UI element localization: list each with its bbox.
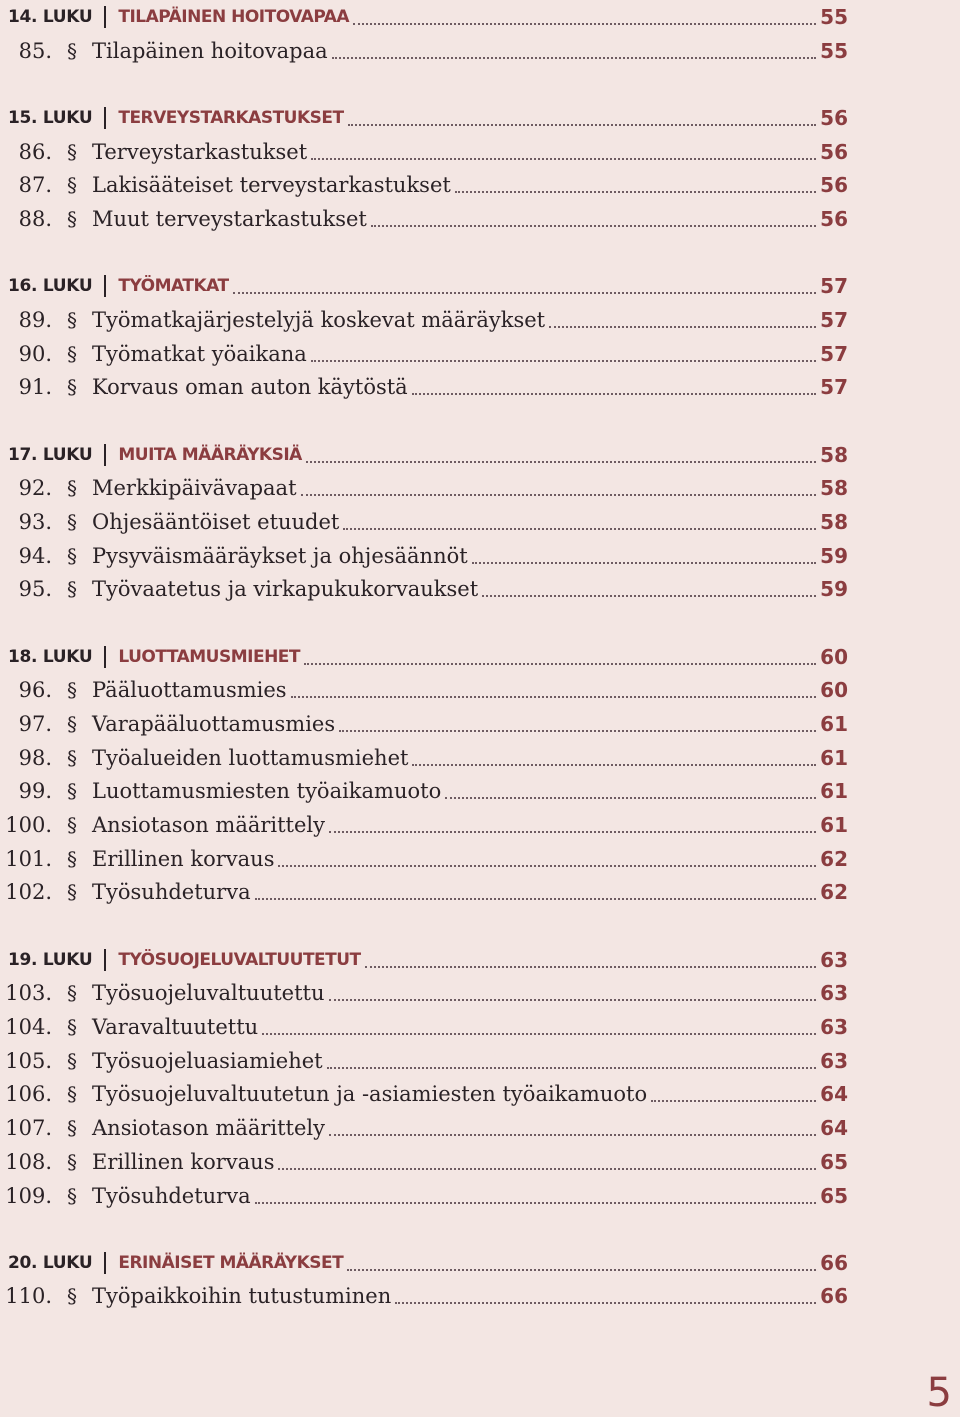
toc-entry	[0, 808, 848, 842]
dot-leader	[332, 57, 816, 59]
section-sign: §	[67, 1149, 77, 1174]
toc-entry	[0, 135, 848, 169]
section-title: Merkkipäivävapaat	[92, 476, 297, 501]
chapter-title: TYÖMATKAT	[118, 276, 229, 297]
page-ref: 58	[820, 509, 848, 534]
page-ref: 61	[820, 711, 848, 736]
dot-leader	[255, 1202, 816, 1204]
section-sign: §	[67, 139, 77, 164]
page-ref: 65	[820, 1149, 848, 1174]
separator-bar	[104, 646, 106, 668]
toc-entry	[0, 1044, 848, 1078]
dot-leader	[651, 1100, 816, 1102]
section-title: Ansiotason määrittely	[92, 813, 325, 837]
section-number: 96.	[18, 678, 52, 703]
section-title: Työsuojeluvaltuutetun ja -asiamiesten työaikamuoto	[92, 1082, 648, 1107]
section-number: 107.	[5, 1116, 52, 1141]
section-number: 90.	[18, 341, 52, 366]
section-number: 99.	[18, 779, 52, 804]
dot-leader	[472, 562, 816, 564]
chapter-label: 19. LUKU	[8, 949, 93, 970]
dot-leader	[327, 1067, 816, 1069]
toc-entry	[0, 572, 848, 606]
section-sign: §	[67, 1048, 77, 1073]
section-number: 91.	[18, 375, 52, 400]
section-title: Lakisääteiset terveystarkastukset	[92, 173, 451, 198]
dot-leader	[482, 595, 816, 597]
section-number: 86.	[18, 139, 52, 164]
page-ref: 57	[820, 307, 848, 332]
section-title: Erillinen korvaus	[92, 846, 275, 871]
page-ref: 57	[820, 375, 848, 400]
section-number: 105.	[5, 1048, 52, 1073]
section-sign: §	[67, 813, 77, 837]
section-sign: §	[67, 745, 77, 770]
section-number: 104.	[5, 1015, 52, 1039]
dot-leader	[278, 1168, 816, 1170]
section-number: 101.	[5, 846, 52, 871]
toc-entry	[0, 202, 848, 236]
section-number: 85.	[18, 38, 52, 63]
section-title: Pääluottamusmies	[92, 678, 287, 703]
section-sign: §	[67, 375, 77, 400]
chapter-title: ERINÄISET MÄÄRÄYKSET	[118, 1252, 344, 1273]
dot-leader	[301, 494, 816, 496]
chapter-title: TYÖSUOJELUVALTUUTETUT	[118, 949, 361, 970]
dot-leader	[347, 1269, 816, 1271]
section-number: 93.	[18, 509, 52, 534]
dot-leader	[339, 730, 816, 732]
dot-leader	[395, 1302, 816, 1304]
section-title: Pysyväismääräykset ja ohjesäännöt	[92, 543, 468, 568]
toc-entry	[0, 1111, 848, 1145]
section-number: 95.	[18, 577, 52, 602]
separator-bar	[104, 949, 106, 971]
page-ref: 64	[820, 1082, 848, 1107]
separator-bar	[104, 107, 106, 129]
section-number: 102.	[5, 880, 52, 905]
dot-leader	[255, 898, 816, 900]
page-ref: 60	[820, 678, 848, 703]
section-title: Työsuojeluvaltuutettu	[92, 981, 325, 1006]
section-sign: §	[67, 476, 77, 501]
chapter-title: TERVEYSTARKASTUKSET	[118, 107, 344, 128]
toc-entry	[0, 303, 848, 337]
section-sign: §	[67, 509, 77, 534]
separator-bar	[104, 444, 106, 466]
section-title: Erillinen korvaus	[92, 1149, 275, 1174]
section-number: 100.	[5, 813, 52, 837]
chapter-title: TILAPÄINEN HOITOVAPAA	[118, 7, 350, 27]
dot-leader	[371, 225, 816, 227]
section-number: 106.	[5, 1082, 52, 1107]
section-sign: §	[67, 577, 77, 602]
section-sign: §	[67, 880, 77, 905]
page-ref: 56	[820, 105, 848, 130]
toc-entry	[0, 707, 848, 741]
dot-leader	[304, 663, 816, 665]
page-ref: 59	[820, 543, 848, 568]
page-ref: 62	[820, 880, 848, 905]
toc-entry	[0, 1077, 848, 1111]
section-title: Muut terveystarkastukset	[92, 207, 367, 231]
chapter-label: 20. LUKU	[8, 1252, 93, 1273]
dot-leader	[291, 696, 816, 698]
section-sign: §	[67, 543, 77, 568]
section-title: Työmatkat yöaikana	[92, 341, 307, 366]
page-ref: 56	[820, 207, 848, 231]
toc-entry	[0, 471, 848, 505]
dot-leader	[306, 461, 816, 463]
dot-leader	[233, 292, 816, 294]
toc-entry	[0, 673, 848, 707]
section-title: Varavaltuutettu	[92, 1015, 259, 1039]
page-ref: 64	[820, 1116, 848, 1141]
chapter-heading	[0, 101, 848, 135]
dot-leader	[353, 23, 816, 25]
dot-leader	[311, 360, 816, 362]
section-number: 110.	[5, 1284, 52, 1309]
page-ref: 55	[820, 5, 848, 29]
dot-leader	[311, 158, 816, 160]
page-ref: 56	[820, 139, 848, 164]
page-ref: 56	[820, 173, 848, 198]
section-title: Työalueiden luottamusmiehet	[92, 745, 409, 770]
toc-entry	[0, 1145, 848, 1179]
toc-entry	[0, 976, 848, 1010]
chapter-heading	[0, 640, 848, 674]
dot-leader	[343, 528, 816, 530]
section-sign: §	[67, 1183, 77, 1208]
section-sign: §	[67, 173, 77, 198]
toc-entry	[0, 741, 848, 775]
dot-leader	[445, 797, 816, 799]
section-title: Terveystarkastukset	[92, 139, 308, 164]
dot-leader	[412, 764, 816, 766]
page-ref: 61	[820, 813, 848, 837]
dot-leader	[262, 1033, 816, 1035]
toc-entry	[0, 337, 848, 371]
page-ref: 57	[820, 274, 848, 299]
separator-bar	[104, 1252, 106, 1274]
page-ref: 60	[820, 644, 848, 669]
page-ref: 63	[820, 1015, 848, 1039]
dot-leader	[278, 865, 816, 867]
page-ref: 61	[820, 745, 848, 770]
separator-bar	[104, 275, 106, 297]
page-number: 5	[926, 1370, 952, 1416]
chapter-label: 17. LUKU	[8, 444, 93, 465]
section-sign: §	[67, 1082, 77, 1107]
chapter-title: LUOTTAMUSMIEHET	[118, 646, 301, 667]
dot-leader	[329, 1134, 816, 1136]
toc-entry	[0, 842, 848, 876]
chapter-label: 18. LUKU	[8, 646, 93, 667]
dot-leader	[348, 124, 816, 126]
section-number: 94.	[18, 543, 52, 568]
page-ref: 66	[820, 1250, 848, 1275]
section-title: Ohjesääntöiset etuudet	[92, 509, 340, 534]
section-number: 92.	[18, 476, 52, 501]
chapter-heading	[0, 269, 848, 303]
chapter-heading	[0, 438, 848, 472]
toc-entry	[0, 168, 848, 202]
page-ref: 55	[820, 38, 848, 63]
toc-entry	[0, 1279, 848, 1313]
page-ref: 66	[820, 1284, 848, 1309]
page-ref: 63	[820, 1048, 848, 1073]
toc-entry	[0, 1010, 848, 1044]
toc-entry	[0, 539, 848, 573]
section-title: Työmatkajärjestelyjä koskevat määräykset	[92, 307, 546, 332]
section-title: Työsuojeluasiamiehet	[92, 1048, 323, 1073]
separator-bar	[104, 6, 106, 28]
section-sign: §	[67, 981, 77, 1006]
toc-entry	[0, 875, 848, 909]
dot-leader	[549, 326, 816, 328]
toc-entry	[0, 34, 848, 68]
section-title: Ansiotason määrittely	[92, 1116, 325, 1141]
chapter-heading	[0, 0, 848, 34]
section-sign: §	[67, 38, 77, 63]
section-sign: §	[67, 207, 77, 231]
section-sign: §	[67, 1116, 77, 1141]
page-ref: 59	[820, 577, 848, 602]
section-title: Korvaus oman auton käytöstä	[92, 375, 408, 400]
section-sign: §	[67, 341, 77, 366]
dot-leader	[329, 831, 816, 833]
page-ref: 58	[820, 476, 848, 501]
dot-leader	[329, 999, 817, 1001]
chapter-title: MUITA MÄÄRÄYKSIÄ	[118, 444, 302, 465]
page-ref: 63	[820, 981, 848, 1006]
section-number: 98.	[18, 745, 52, 770]
chapter-label: 14. LUKU	[8, 7, 93, 27]
page-ref: 63	[820, 947, 848, 972]
section-sign: §	[67, 307, 77, 332]
toc-entry	[0, 370, 848, 404]
section-sign: §	[67, 846, 77, 871]
section-sign: §	[67, 779, 77, 804]
page-ref: 57	[820, 341, 848, 366]
section-sign: §	[67, 1015, 77, 1039]
section-sign: §	[67, 711, 77, 736]
section-title: Työsuhdeturva	[92, 880, 251, 905]
toc-entry	[0, 505, 848, 539]
chapter-heading	[0, 1246, 848, 1280]
section-number: 89.	[18, 307, 52, 332]
chapter-heading	[0, 943, 848, 977]
toc-entry	[0, 1179, 848, 1213]
toc-entry	[0, 774, 848, 808]
section-number: 97.	[18, 711, 52, 736]
section-number: 109.	[5, 1183, 52, 1208]
section-title: Työpaikkoihin tutustuminen	[92, 1284, 392, 1309]
chapter-label: 16. LUKU	[8, 276, 93, 297]
dot-leader	[455, 191, 816, 193]
page-ref: 62	[820, 846, 848, 871]
section-number: 103.	[5, 981, 52, 1006]
page-ref: 61	[820, 779, 848, 804]
section-title: Tilapäinen hoitovapaa	[92, 38, 328, 63]
section-number: 108.	[5, 1149, 52, 1174]
chapter-label: 15. LUKU	[8, 107, 93, 128]
dot-leader	[412, 393, 816, 395]
section-title: Työsuhdeturva	[92, 1183, 251, 1208]
section-sign: §	[67, 1284, 77, 1309]
section-sign: §	[67, 678, 77, 703]
page-ref: 58	[820, 442, 848, 467]
section-title: Työvaatetus ja virkapukukorvaukset	[92, 577, 479, 602]
dot-leader	[365, 966, 816, 968]
section-number: 87.	[18, 173, 52, 198]
section-number: 88.	[18, 207, 52, 231]
section-title: Varapääluottamusmies	[92, 711, 336, 736]
section-title: Luottamusmiesten työaikamuoto	[92, 779, 442, 804]
page-ref: 65	[820, 1183, 848, 1208]
